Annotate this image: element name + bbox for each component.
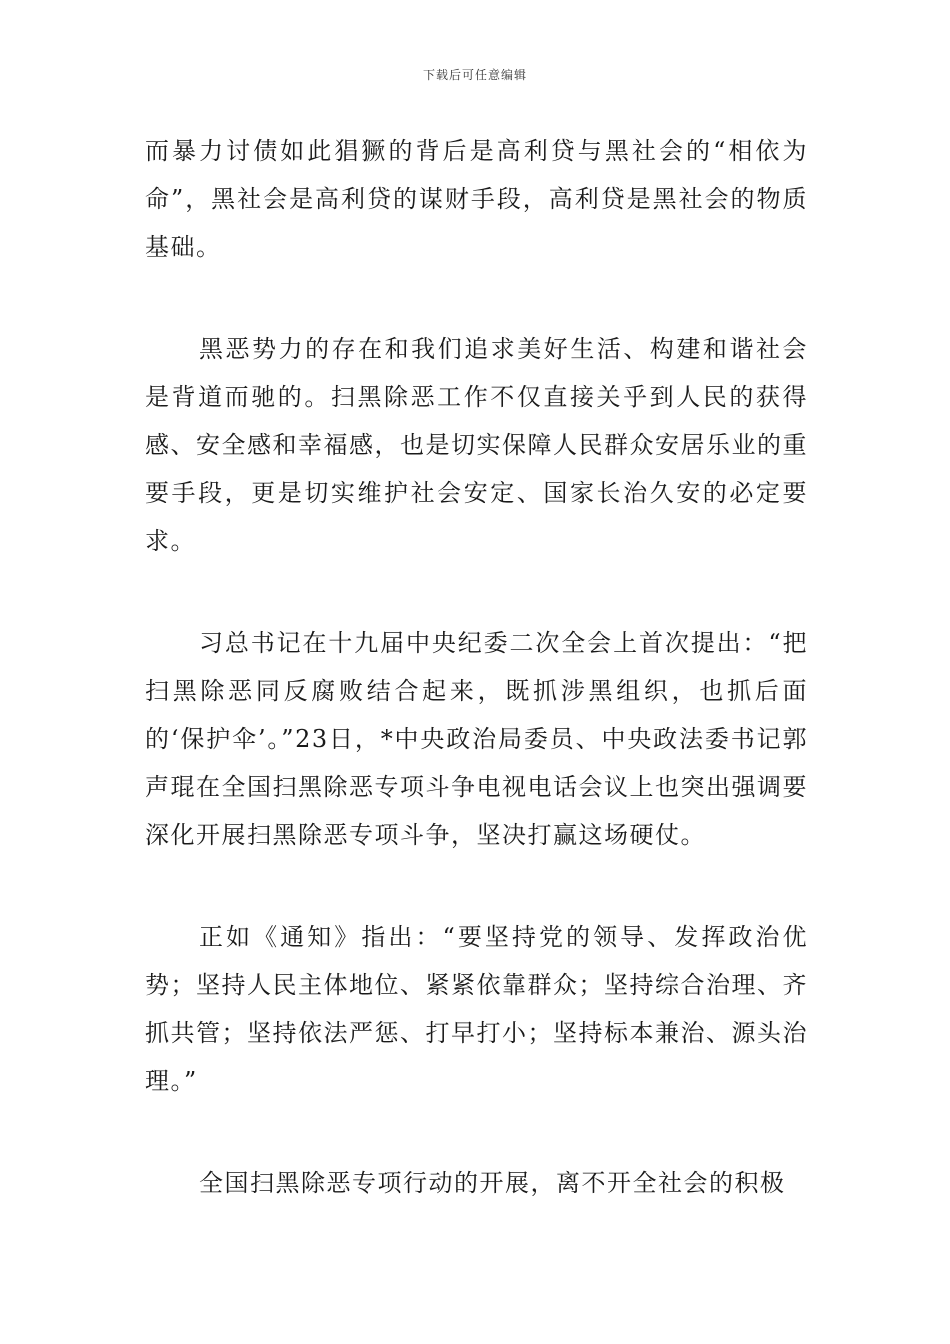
paragraph-3: 习总书记在十九届中央纪委二次全会上首次提出：“把扫黑除恶同反腐败结合起来，既抓涉黑组织，也抓后面的‘保护伞’。”23日，*中央政治局委员、中央政法委书记郭声琨在全国扫黑除恶专项斗争电视电话会议上也突出强调要深化开展扫黑除恶专项斗争，坚决打赢这场硬仗。	[145, 629, 808, 849]
document-body	[145, 127, 808, 1207]
paragraph-2: 黑恶势力的存在和我们追求美好生活、构建和谐社会是背道而驰的。扫黑除恶工作不仅直接关乎到人民的获得感、安全感和幸福感，也是切实保障人民群众安居乐业的重要手段，更是切实维护社会安定、国家长治久安的必定要求。	[145, 335, 808, 555]
page-header: 下载后可任意编辑	[422, 68, 527, 82]
paragraph-1: 而暴力讨债如此猖獗的背后是高利贷与黑社会的“相依为命”，黑社会是高利贷的谋财手段，高利贷是黑社会的物质基础。	[145, 137, 808, 261]
paragraph-4: 正如《通知》指出：“要坚持党的领导、发挥政治优势；坚持人民主体地位、紧紧依靠群众；坚持综合治理、齐抓共管；坚持依法严惩、打早打小；坚持标本兼治、源头治理。”	[145, 923, 808, 1095]
paragraph-5: 全国扫黑除恶专项行动的开展，离不开全社会的积极	[199, 1169, 786, 1197]
